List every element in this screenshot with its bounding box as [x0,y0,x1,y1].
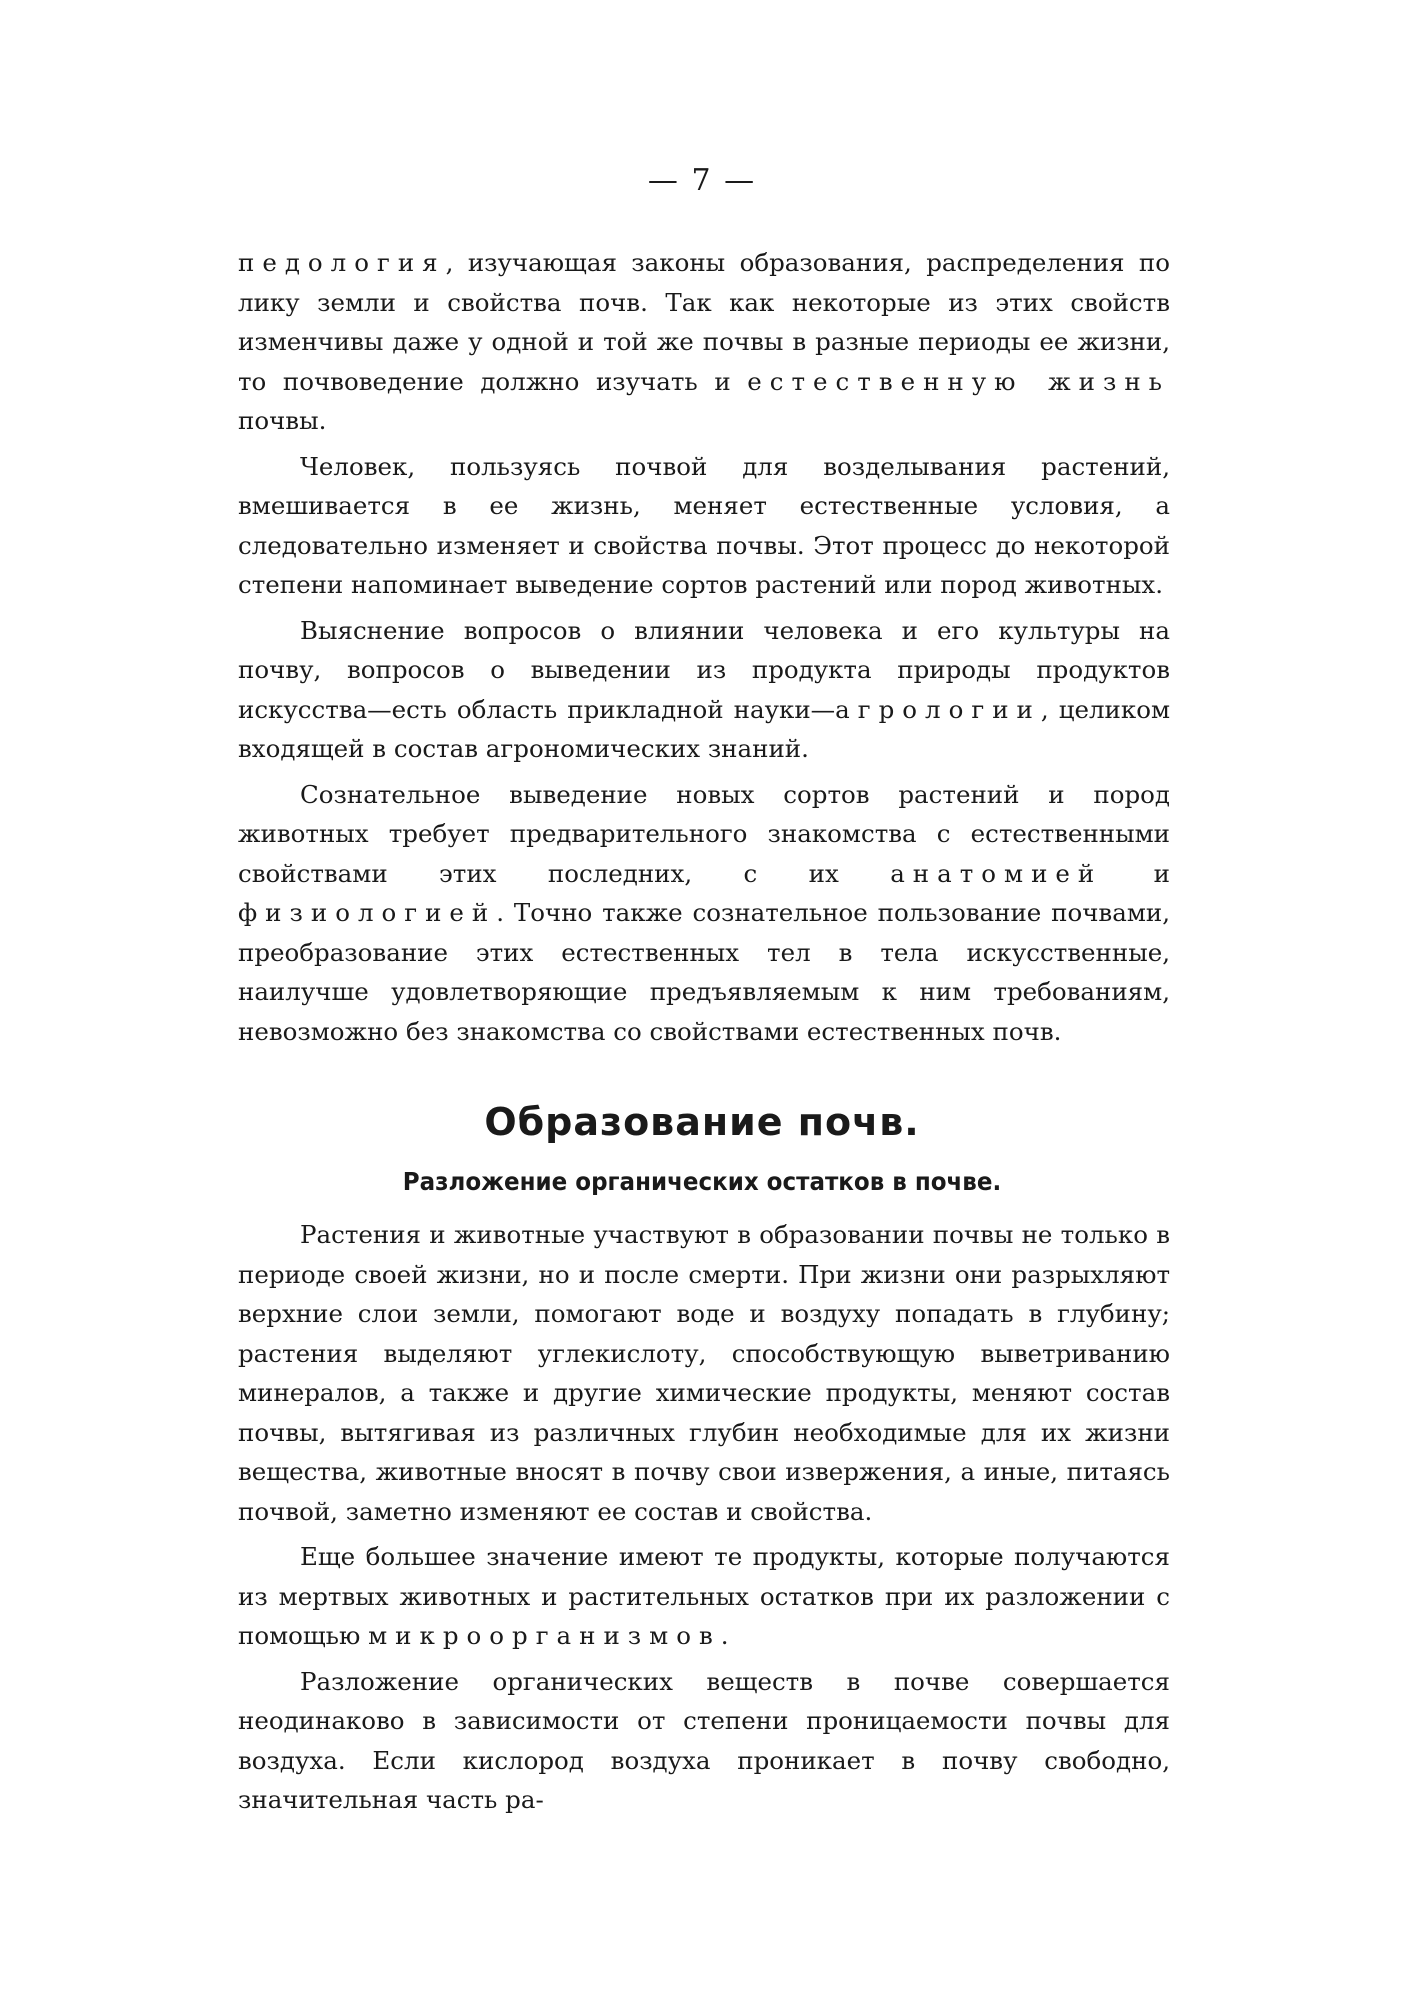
section-title: Образование почв. [484,1100,920,1144]
emphasis-agrology: агрологии [835,694,1041,724]
intro-text-block [238,243,1170,1057]
section-text-block [238,1215,1170,1826]
emphasis-microorganisms: микроорганизмов [368,1621,721,1650]
paragraph-text: , целиком входящей в состав агрономических знаний. [238,694,1171,763]
page-number: — 7 — [647,163,757,198]
paragraph-conscious-breeding [238,775,1170,1052]
emphasis-natural-life: естественную жизнь [747,366,1170,396]
paragraph-pedology [238,243,1170,441]
subsection-title: Разложение органических остатков в почве. [402,1167,1002,1196]
emphasis-anatomy: анатомией [890,858,1103,888]
paragraph-text: Выяснение вопросов о влиянии человека и его культуры на почву, вопросов о выведении из продукта природы продуктов искусства—есть область прикладной науки— [238,615,1170,724]
paragraph-text: почвы. [238,406,327,435]
emphasis-physiology: физиологией [238,898,497,927]
paragraph-decomposition-products [238,1537,1170,1656]
paragraph-plants-animals: Растения и животные участвуют в образовании почвы не только в периоде своей жизни, но и после смерти. При жизни они разрыхляют верхние слои земли, помогают воде и воздуху попадать в глубину; растения выделяют углекислоту, способствующую выветриванию минералов, а также и другие химические продукты, меняют состав почвы, вытягивая из различных глубин необходимые для их жизни вещества, животные вносят в почву свои извержения, а иные, питаясь почвой, заметно изменяют ее состав и свойства. [238,1220,1170,1526]
paragraph-text: , изучающая законы образования, распределения по лику земли и свойства почв. Так как некоторые из этих свойств изменчивы даже у одной и той же почвы в разные периоды ее жизни, то почвоведение должно изучать и [238,248,1170,396]
paragraph-text: Сознательное выведение новых сортов растений и пород животных требует предварительного знакомства с естественными свойствами этих последних, с их [238,779,1170,888]
emphasis-pedology: педология [238,248,446,277]
paragraph-text: . Точно также сознательное пользование почвами, преобразование этих естественных тел в тела искусственные, наилучше удовлетворяющие предъявляемым к ним требованиям, невозможно без знакомства со свойствами естественных почв. [238,898,1170,1046]
paragraph-text: . [720,1621,729,1650]
paragraph-organic-decomposition: Разложение органических веществ в почве совершается неодинаково в зависимости от степени проницаемости почвы для воздуха. Если кислород воздуха проникает в почву свободно, значительная часть ра- [238,1666,1170,1814]
paragraph-text: и [1102,858,1170,888]
paragraph-human-influence: Человек, пользуясь почвой для возделывания растений, вмешивается в ее жизнь, меняет естественные условия, а следовательно изменяет и свойства почвы. Этот процесс до некоторой степени напоминает выведение сортов растений или пород животных. [238,451,1170,599]
paragraph-text: Еще большее значение имеют те продукты, которые получаются из мертвых животных и растительных остатков при их разложении с помощью [238,1542,1170,1650]
paragraph-agrology [238,611,1170,769]
